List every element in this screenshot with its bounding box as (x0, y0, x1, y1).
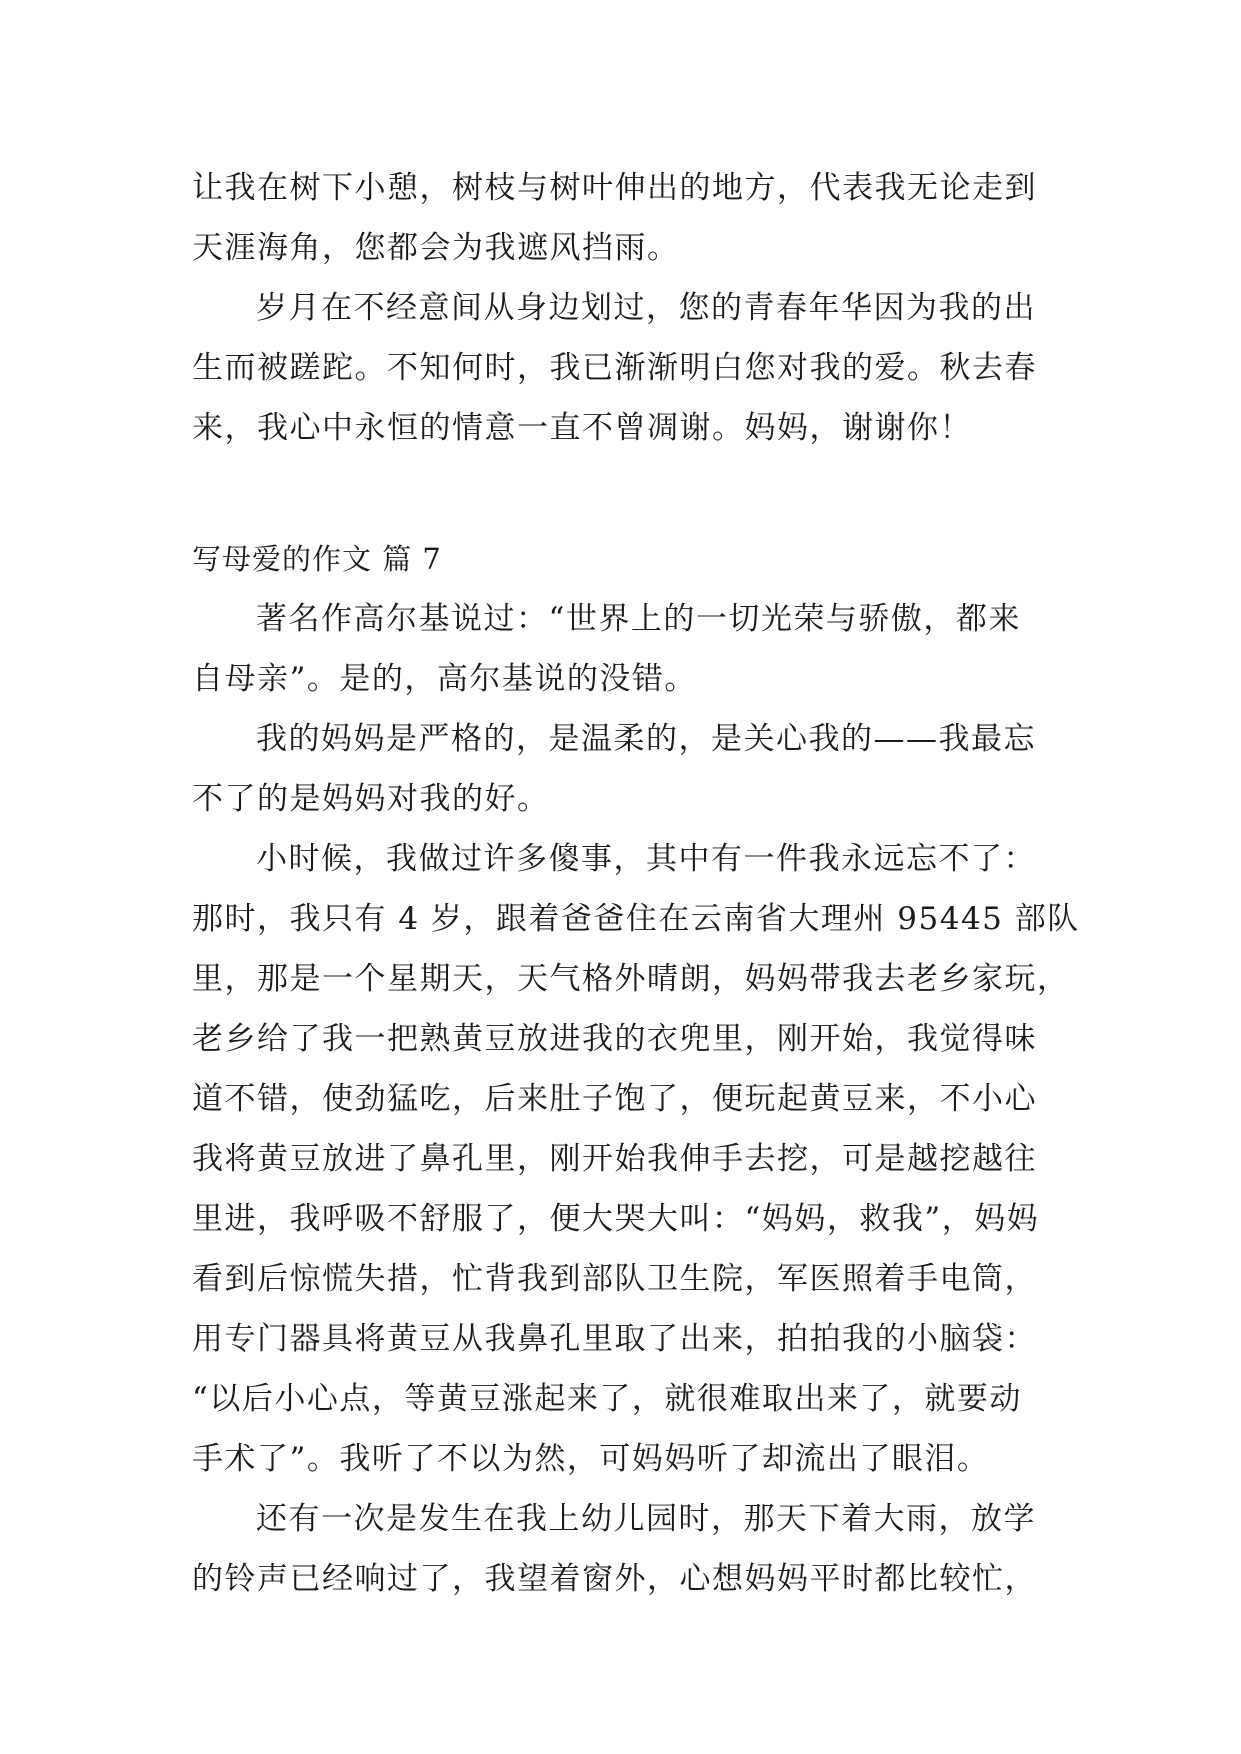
text-line: 还有一次是发生在我上幼儿园时，那天下着大雨，放学 (256, 1501, 1036, 1537)
text-line: 手术了”。我听了不以为然，可妈妈听了却流出了眼泪。 (192, 1441, 990, 1477)
text-line: 我将黄豆放进了鼻孔里，刚开始我伸手去挖，可是越挖越往 (192, 1141, 1037, 1177)
text-line: 著名作高尔基说过：“世界上的一切光荣与骄傲，都来 (256, 601, 1021, 637)
paragraph (192, 158, 1056, 278)
paragraphs-after-heading (192, 589, 1080, 1609)
section-gap (192, 458, 1056, 529)
text-line: 自母亲”。是的，高尔基说的没错。 (192, 661, 697, 697)
text-line: 生而被蹉跎。不知何时，我已渐渐明白您对我的爱。秋去春 (192, 350, 1037, 386)
text-line: 来，我心中永恒的情意一直不曾凋谢。妈妈，谢谢你！ (192, 410, 972, 446)
text-line: 岁月在不经意间从身边划过，您的青春年华因为我的出 (256, 290, 1036, 326)
paragraph (192, 829, 1080, 1489)
text-line: 的铃声已经响过了，我望着窗外，心想妈妈平时都比较忙， (192, 1561, 1037, 1597)
paragraph (192, 589, 1056, 709)
paragraph (192, 709, 1056, 829)
paragraphs-before-heading (192, 158, 1056, 458)
text-line: 小时候，我做过许多傻事，其中有一件我永远忘不了： (256, 841, 1036, 877)
paragraph (192, 1489, 1056, 1609)
text-line: 里进，我呼吸不舒服了，便大哭大叫：“妈妈，救我”，妈妈 (192, 1201, 1040, 1237)
text-line: 道不错，使劲猛吃，后来肚子饱了，便玩起黄豆来，不小心 (192, 1081, 1037, 1117)
text-line: 那时，我只有 4 岁，跟着爸爸住在云南省大理州 95445 部队 (192, 901, 1080, 937)
paragraph (192, 278, 1056, 458)
text-line: 用专门器具将黄豆从我鼻孔里取了出来，拍拍我的小脑袋： (192, 1321, 1037, 1357)
text-line: “以后小心点，等黄豆涨起来了，就很难取出来了，就要动 (192, 1381, 1022, 1417)
text-line: 天涯海角，您都会为我遮风挡雨。 (192, 230, 680, 266)
text-line: 让我在树下小憩，树枝与树叶伸出的地方，代表我无论走到 (192, 170, 1037, 206)
text-line: 看到后惊慌失措，忙背我到部队卫生院，军医照着手电筒， (192, 1261, 1037, 1297)
text-line: 里，那是一个星期天，天气格外晴朗，妈妈带我去老乡家玩， (192, 961, 1070, 997)
section-heading: 写母爱的作文 篇 7 (192, 542, 442, 576)
text-line: 老乡给了我一把熟黄豆放进我的衣兜里，刚开始，我觉得味 (192, 1021, 1037, 1057)
text-line: 不了的是妈妈对我的好。 (192, 781, 550, 817)
document-body (192, 158, 1080, 1609)
text-line: 我的妈妈是严格的，是温柔的，是关心我的——我最忘 (256, 721, 1036, 757)
